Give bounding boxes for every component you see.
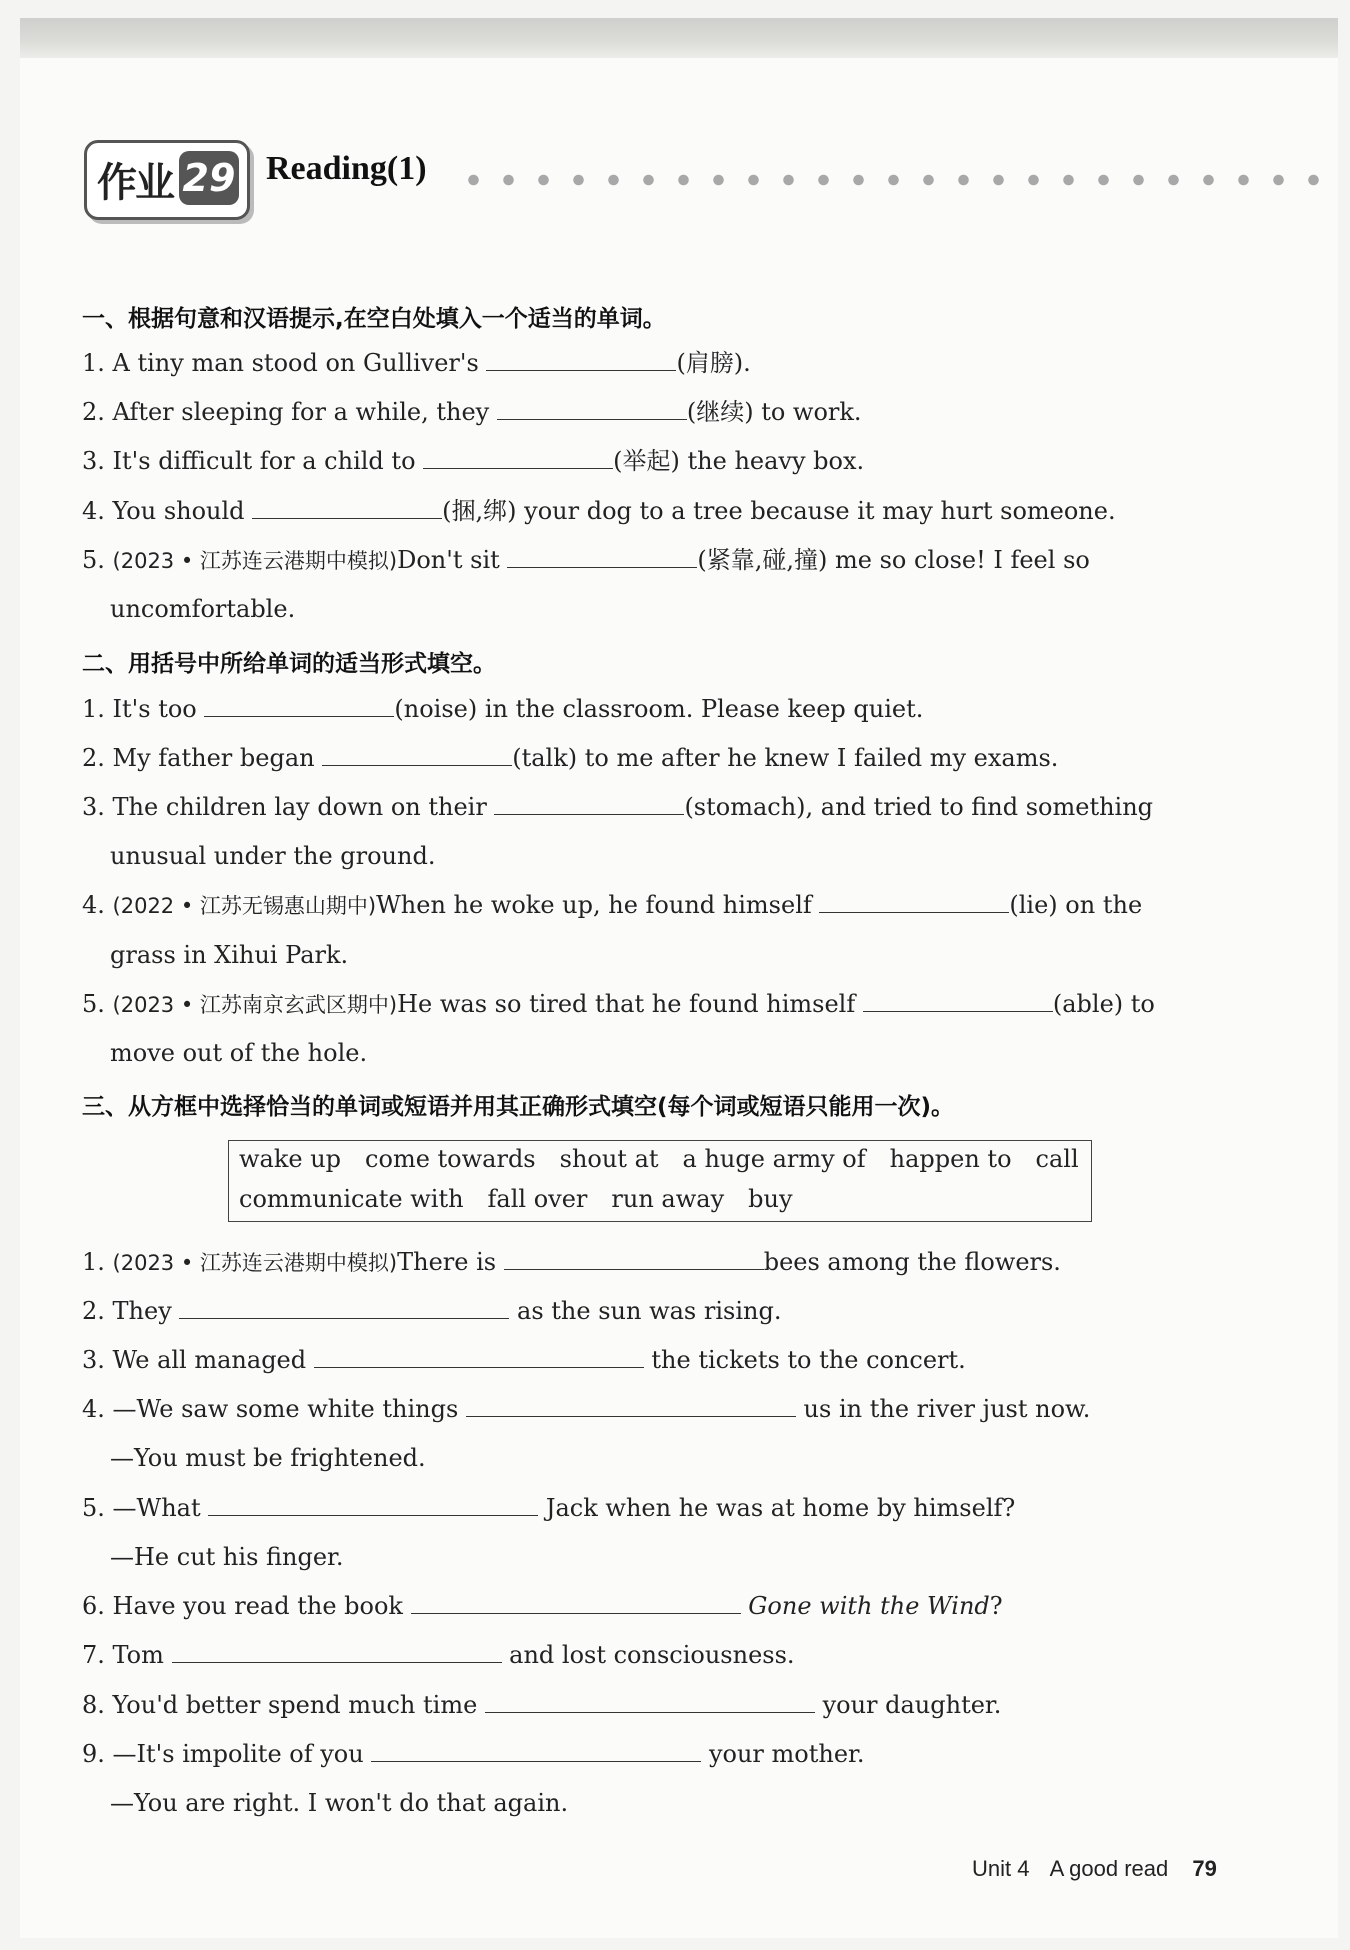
page-title: Reading(1) [266,150,427,187]
question-text: 4. You should [82,497,253,525]
assignment-header [84,140,1334,220]
question-hint: (肩膀). [676,349,751,377]
answer-blank[interactable] [423,446,613,469]
answer-blank[interactable] [179,1296,509,1319]
section2-title: 二、用括号中所给单词的适当形式填空。 [82,651,496,677]
badge-text: 作业 [97,160,173,206]
question-text: 2. They [82,1297,180,1325]
dotted-divider [456,174,1336,186]
answer-blank[interactable] [252,496,442,519]
question-text-end: us in the river just now. [795,1395,1091,1423]
question-text-end: Jack when he was at home by himself? [538,1494,1016,1522]
answer-blank[interactable] [494,792,684,815]
s3-question-1 [82,1245,1262,1280]
question-text-end: as the sun was rising. [509,1297,782,1325]
word-bank-item: call [1035,1145,1079,1173]
answer-blank[interactable] [411,1591,741,1614]
s2-question-2 [82,741,1262,775]
word-bank-item: happen to [889,1145,1012,1173]
question-text: There is [397,1248,504,1276]
question-text: 6. Have you read the book [82,1592,411,1620]
word-bank-item: shout at [559,1145,659,1173]
answer-blank[interactable] [371,1739,701,1762]
question-text: 3. It's difficult for a child to [82,447,424,475]
answer-blank[interactable] [819,890,1009,913]
question-number: 4. [82,891,113,919]
question-text: 1. It's too [82,695,205,723]
word-bank-item: fall over [487,1185,588,1213]
s1-question-5 [82,543,1262,578]
badge-number: 29 [179,151,239,205]
s3-question-8 [82,1688,1262,1722]
s1-question-4 [82,494,1262,528]
s3-question-2 [82,1294,1262,1328]
footer-unit: Unit 4 [972,1856,1030,1881]
question-source: (2023 • 江苏连云港期中模拟) [112,549,398,573]
question-text-end: and lost consciousness. [501,1641,795,1669]
answer-blank[interactable] [497,397,687,420]
word-bank-item: come towards [365,1145,536,1173]
s2-question-5-cont: move out of the hole. [110,1039,368,1067]
question-text: 3. The children lay down on their [82,793,495,821]
answer-blank[interactable] [504,1247,764,1270]
question-text: 2. After sleeping for a while, they [82,398,497,426]
s2-question-1 [82,692,1262,726]
answer-blank[interactable] [507,545,697,568]
s2-question-3 [82,790,1262,824]
answer-blank[interactable] [172,1640,502,1663]
s2-question-5 [82,987,1262,1022]
page-number: 79 [1192,1856,1217,1881]
section1-title: 一、根据句意和汉语提示,在空白处填入一个适当的单词。 [82,306,666,332]
word-bank-row-1 [239,1145,1103,1173]
question-hint: (紧靠,碰,撞) me so close! I feel so [697,546,1090,574]
question-text: When he woke up, he found himself [376,891,820,919]
question-text: 5. —What [82,1494,209,1522]
question-text: 1. A tiny man stood on Gulliver's [82,349,487,377]
answer-blank[interactable] [486,348,676,371]
question-hint: (talk) to me after he knew I failed my exams. [512,744,1059,772]
answer-blank[interactable] [208,1493,538,1516]
question-number: 5. [82,546,113,574]
s3-question-9-reply: —You are right. I won't do that again. [110,1789,569,1817]
s3-question-9 [82,1737,1262,1771]
s1-question-2 [82,395,1262,429]
question-number: 5. [82,990,113,1018]
question-hint: (举起) the heavy box. [613,447,865,475]
question-hint: (stomach), and tried to find something [684,793,1154,821]
book-title: Gone with the Wind [748,1592,990,1620]
page-footer [972,1856,1217,1882]
assignment-badge [84,140,250,220]
answer-blank[interactable] [485,1690,815,1713]
s1-question-5-cont: uncomfortable. [110,595,296,623]
question-hint: (noise) in the classroom. Please keep quiet. [394,695,924,723]
question-hint: (继续) to work. [686,398,862,426]
question-text: 8. You'd better spend much time [82,1691,485,1719]
answer-blank[interactable] [322,743,512,766]
question-text-end: the tickets to the concert. [643,1346,966,1374]
s3-question-3 [82,1343,1262,1377]
s1-question-3 [82,444,1262,478]
question-hint: (捆,绑) your dog to a tree because it may hurt someone. [442,497,1116,525]
s3-question-5 [82,1491,1262,1525]
question-text-end: your daughter. [814,1691,1002,1719]
s2-question-3-cont: unusual under the ground. [110,842,436,870]
answer-blank[interactable] [863,989,1053,1012]
question-source: (2023 • 江苏南京玄武区期中) [112,993,398,1017]
s1-question-1 [82,346,1262,380]
word-bank-box [228,1140,1092,1222]
s2-question-4-cont: grass in Xihui Park. [110,941,349,969]
question-text: He was so tired that he found himself [397,990,863,1018]
section3-title: 三、从方框中选择恰当的单词或短语并用其正确形式填空(每个词或短语只能用一次)。 [82,1094,955,1120]
question-text-end: ? [989,1592,1003,1620]
s3-question-4 [82,1392,1262,1426]
word-bank-item: run away [611,1185,725,1213]
question-text: 2. My father began [82,744,323,772]
s3-question-6 [82,1589,1262,1623]
word-bank-item: communicate with [239,1185,464,1213]
word-bank-item: wake up [239,1145,342,1173]
question-text: 3. We all managed [82,1346,314,1374]
answer-blank[interactable] [314,1345,644,1368]
question-text-end: your mother. [701,1740,865,1768]
answer-blank[interactable] [204,694,394,717]
answer-blank[interactable] [466,1394,796,1417]
s3-question-5-reply: —He cut his finger. [110,1543,344,1571]
footer-title: A good read [1049,1856,1169,1881]
s2-question-4 [82,888,1262,923]
top-scan-band [20,18,1338,58]
question-text: Don't sit [397,546,508,574]
question-hint: (lie) on the [1009,891,1143,919]
word-bank-row-2 [239,1185,817,1213]
s3-question-4-reply: —You must be frightened. [110,1444,426,1472]
question-number: 1. [82,1248,113,1276]
question-text: 7. Tom [82,1641,172,1669]
question-text: 4. —We saw some white things [82,1395,466,1423]
word-bank-item: a huge army of [682,1145,866,1173]
question-text: 9. —It's impolite of you [82,1740,372,1768]
word-bank-item: buy [748,1185,793,1213]
question-source: (2022 • 江苏无锡惠山期中) [112,894,377,918]
question-hint: (able) to [1052,990,1155,1018]
question-text-end: bees among the flowers. [763,1248,1061,1276]
s3-question-7 [82,1638,1262,1672]
question-source: (2023 • 江苏连云港期中模拟) [112,1251,398,1275]
